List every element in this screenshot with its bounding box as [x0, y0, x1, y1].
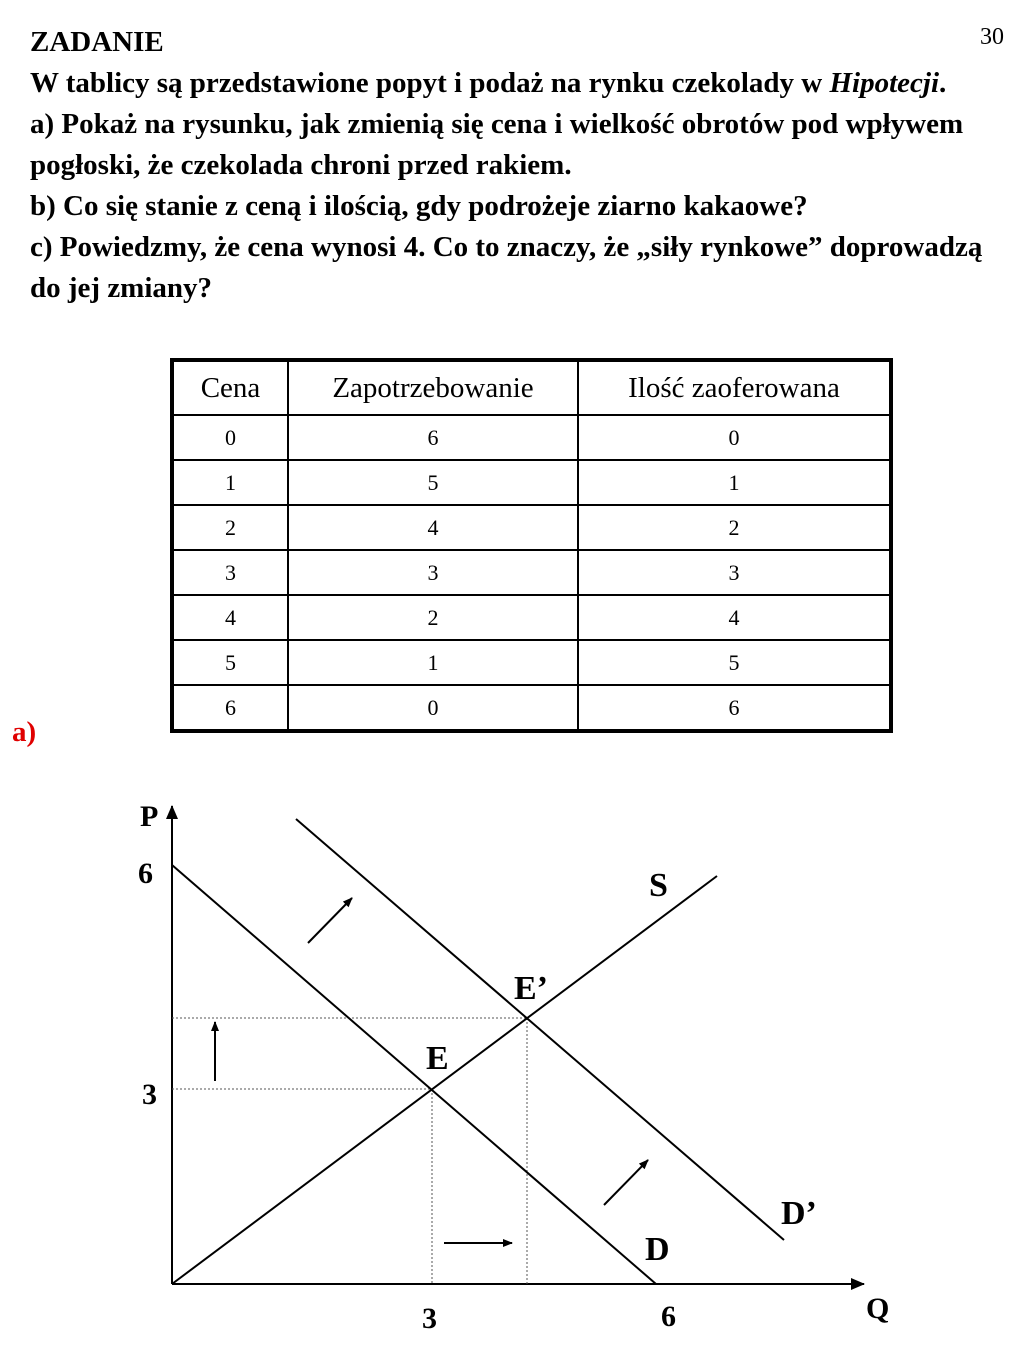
demand-curve-shifted — [296, 819, 784, 1240]
cell-supply: 6 — [578, 685, 891, 731]
cell-price: 5 — [172, 640, 288, 685]
cell-price: 2 — [172, 505, 288, 550]
equilibrium-label: E — [426, 1040, 449, 1077]
part-a-label: a) — [12, 716, 37, 748]
country-name: Hipotecji — [829, 67, 939, 99]
supply-curve — [172, 876, 717, 1284]
shift-arrow-icon — [308, 898, 352, 943]
axis-p-label: P — [140, 800, 159, 833]
cell-demand: 4 — [288, 505, 578, 550]
demand-label: D — [645, 1231, 670, 1268]
cell-supply: 1 — [578, 460, 891, 505]
axis-q-label: Q — [866, 1292, 890, 1325]
demand-shifted-label: D’ — [781, 1195, 817, 1232]
tick-q-6: 6 — [661, 1300, 676, 1333]
header-demand: Zapotrzebowanie — [288, 360, 578, 415]
cell-supply: 5 — [578, 640, 891, 685]
tick-q-3: 3 — [422, 1302, 437, 1335]
cell-demand: 2 — [288, 595, 578, 640]
new-equilibrium-label: E’ — [514, 970, 548, 1007]
cell-supply: 2 — [578, 505, 891, 550]
cell-demand: 1 — [288, 640, 578, 685]
page-number: 30 — [980, 24, 1004, 50]
supply-label: S — [649, 867, 668, 904]
tick-p-3: 3 — [142, 1078, 157, 1111]
cell-price: 0 — [172, 415, 288, 460]
cell-price: 6 — [172, 685, 288, 731]
question-a: a) Pokaż na rysunku, jak zmienią się cena i wielkość obrotów pod wpływem pogłoski, że czekolada chroni przed rakiem. — [30, 108, 964, 181]
cell-supply: 0 — [578, 415, 891, 460]
cell-price: 4 — [172, 595, 288, 640]
task-heading: ZADANIE — [30, 26, 164, 58]
cell-price: 1 — [172, 460, 288, 505]
cell-demand: 0 — [288, 685, 578, 731]
header-price: Cena — [172, 360, 288, 415]
demand-curve — [172, 865, 656, 1284]
cell-supply: 3 — [578, 550, 891, 595]
task-intro: W tablicy są przedstawione popyt i podaż na rynku czekolady w Hipotecji. — [30, 67, 947, 99]
shift-arrow-icon — [604, 1160, 648, 1205]
question-b: b) Co się stanie z ceną i ilością, gdy podrożeje ziarno kakaowe? — [30, 190, 808, 222]
cell-demand: 5 — [288, 460, 578, 505]
cell-demand: 6 — [288, 415, 578, 460]
question-c: c) Powiedzmy, że cena wynosi 4. Co to znaczy, że „siły rynkowe” doprowadzą do jej zmiany? — [30, 231, 983, 304]
header-supply: Ilość zaoferowana — [578, 360, 891, 415]
cell-supply: 4 — [578, 595, 891, 640]
tick-p-6: 6 — [138, 857, 153, 890]
cell-demand: 3 — [288, 550, 578, 595]
cell-price: 3 — [172, 550, 288, 595]
